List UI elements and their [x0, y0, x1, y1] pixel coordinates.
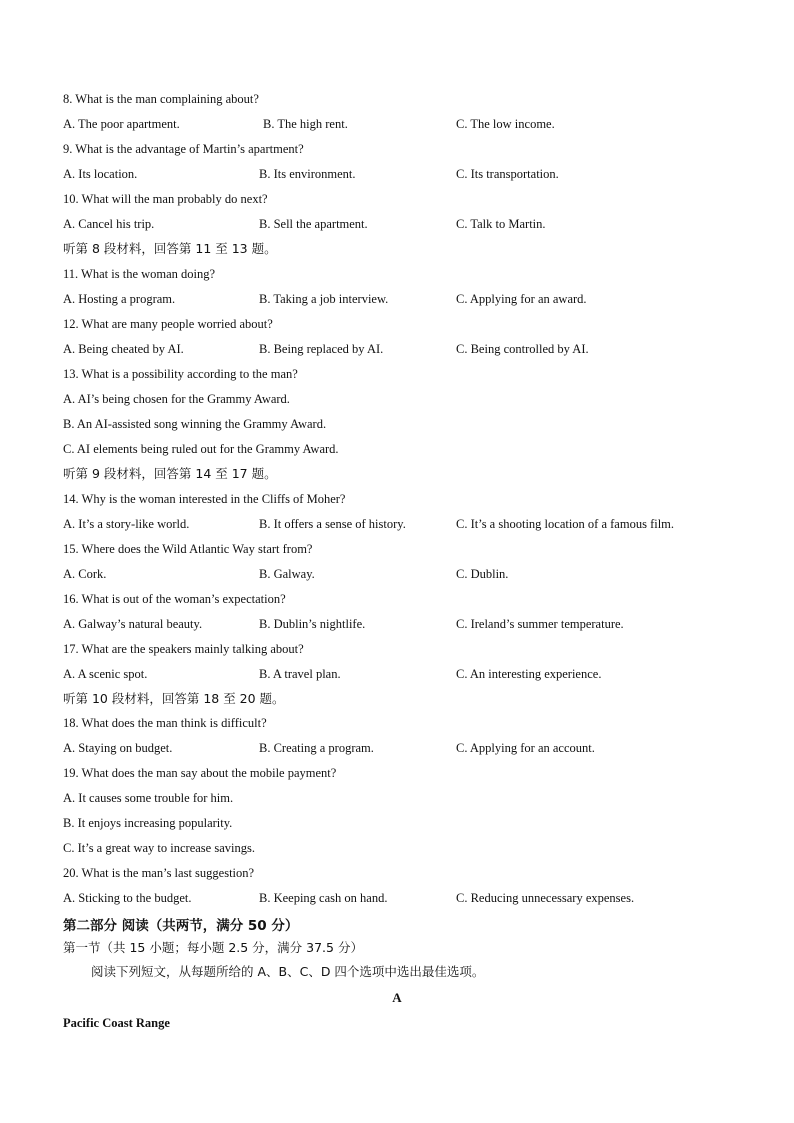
part2-subsection: 第一节（共 15 小题；每小题 2.5 分，满分 37.5 分）: [63, 940, 363, 955]
part2-title: 第二部分 阅读（共两节，满分 50 分）: [63, 918, 299, 934]
q18-option-a: A. Staying on budget.: [63, 741, 173, 755]
q16-option-a: A. Galway’s natural beauty.: [63, 617, 203, 631]
question-18: 18. What does the man think is difficult?: [63, 716, 267, 730]
q19-option-b: B. It enjoys increasing popularity.: [63, 816, 233, 830]
q12-option-b: B. Being replaced by AI.: [259, 342, 384, 356]
question-17: 17. What are the speakers mainly talking about?: [63, 642, 304, 656]
q9-option-a: A. Its location.: [63, 167, 138, 181]
q13-option-a: A. AI’s being chosen for the Grammy Award.: [63, 392, 290, 406]
question-16: 16. What is out of the woman’s expectation?: [63, 592, 286, 606]
q8-option-b: B. The high rent.: [263, 117, 348, 131]
q20-option-a: A. Sticking to the budget.: [63, 891, 192, 905]
q16-option-b: B. Dublin’s nightlife.: [259, 617, 366, 631]
q11-option-a: A. Hosting a program.: [63, 292, 176, 306]
q15-option-b: B. Galway.: [259, 567, 315, 581]
question-13: 13. What is a possibility according to the man?: [63, 367, 298, 381]
q12-option-a: A. Being cheated by AI.: [63, 342, 184, 356]
question-10: 10. What will the man probably do next?: [63, 192, 268, 206]
q14-option-b: B. It offers a sense of history.: [259, 517, 406, 531]
passage-letter: A: [392, 990, 402, 1005]
question-15: 15. Where does the Wild Atlantic Way start from?: [63, 542, 313, 556]
question-8: 8. What is the man complaining about?: [63, 92, 259, 106]
q18-option-c: C. Applying for an account.: [456, 741, 595, 755]
question-9: 9. What is the advantage of Martin’s apartment?: [63, 142, 304, 156]
q19-option-c: C. It’s a great way to increase savings.: [63, 841, 255, 855]
q11-option-c: C. Applying for an award.: [456, 292, 587, 306]
q17-option-b: B. A travel plan.: [259, 667, 341, 681]
q14-option-c: C. It’s a shooting location of a famous film.: [456, 517, 675, 531]
question-11: 11. What is the woman doing?: [63, 267, 216, 281]
q15-option-a: A. Cork.: [63, 567, 107, 581]
q10-option-c: C. Talk to Martin.: [456, 217, 546, 231]
passage-title: Pacific Coast Range: [63, 1016, 170, 1030]
part2-instruction: 阅读下列短文，从每题所给的 A、B、C、D 四个选项中选出最佳选项。: [91, 964, 485, 979]
q17-option-c: C. An interesting experience.: [456, 667, 602, 681]
question-20: 20. What is the man’s last suggestion?: [63, 866, 255, 880]
section-10-instruction: 听第 10 段材料，回答第 18 至 20 题。: [63, 691, 285, 706]
q10-option-b: B. Sell the apartment.: [259, 217, 368, 231]
q9-option-b: B. Its environment.: [259, 167, 356, 181]
q16-option-c: C. Ireland’s summer temperature.: [456, 617, 624, 631]
section-8-instruction: 听第 8 段材料，回答第 11 至 13 题。: [63, 241, 277, 256]
q12-option-c: C. Being controlled by AI.: [456, 342, 589, 356]
question-12: 12. What are many people worried about?: [63, 317, 273, 331]
question-14: 14. Why is the woman interested in the Cliffs of Moher?: [63, 492, 346, 506]
question-19: 19. What does the man say about the mobile payment?: [63, 766, 337, 780]
q13-option-c: C. AI elements being ruled out for the Grammy Award.: [63, 442, 339, 456]
q9-option-c: C. Its transportation.: [456, 167, 559, 181]
q8-option-a: A. The poor apartment.: [63, 117, 180, 131]
q11-option-b: B. Taking a job interview.: [259, 292, 389, 306]
q15-option-c: C. Dublin.: [456, 567, 509, 581]
q19-option-a: A. It causes some trouble for him.: [63, 791, 234, 805]
q8-option-c: C. The low income.: [456, 117, 555, 131]
section-9-instruction: 听第 9 段材料，回答第 14 至 17 题。: [63, 466, 277, 481]
q10-option-a: A. Cancel his trip.: [63, 217, 155, 231]
q20-option-b: B. Keeping cash on hand.: [259, 891, 388, 905]
q20-option-c: C. Reducing unnecessary expenses.: [456, 891, 635, 905]
q17-option-a: A. A scenic spot.: [63, 667, 148, 681]
q14-option-a: A. It’s a story-like world.: [63, 517, 190, 531]
q13-option-b: B. An AI-assisted song winning the Grammy Award.: [63, 417, 327, 431]
q18-option-b: B. Creating a program.: [259, 741, 374, 755]
